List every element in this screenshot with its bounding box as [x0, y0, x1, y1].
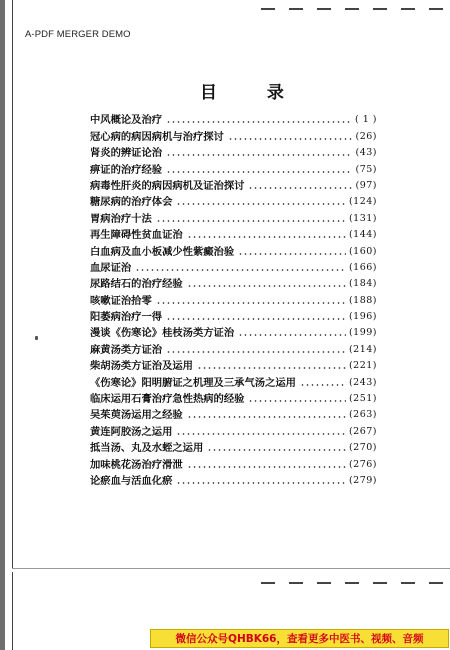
toc-entry[interactable] — [90, 208, 377, 224]
toc-entry[interactable] — [90, 225, 377, 241]
toc-entry-page: (144) — [348, 229, 377, 241]
table-of-contents — [90, 110, 377, 487]
toc-leader-dots — [238, 333, 346, 337]
toc-entry-page: (221) — [348, 360, 377, 372]
toc-leader-dots — [176, 481, 346, 485]
toc-leader-dots — [238, 252, 346, 256]
toc-entry-title: 临床运用石膏治疗急性热病的经验 — [90, 393, 245, 406]
toc-entry[interactable] — [90, 110, 377, 126]
promo-banner[interactable]: 微信公众号QHBK66，查看更多中医书、视频、音频 — [150, 629, 449, 648]
toc-entry-title: 痹证的治疗经验 — [90, 163, 163, 176]
page-gap — [12, 568, 450, 569]
toc-leader-dots — [187, 235, 346, 239]
toc-entry-page: (188) — [348, 294, 377, 306]
toc-leader-dots — [135, 268, 346, 272]
toc-entry-page: (75) — [355, 163, 377, 175]
toc-entry-page: (263) — [348, 409, 377, 421]
toc-entry-title: 抵当汤、丸及水蛭之运用 — [90, 442, 204, 455]
toc-entry-title: 加味桃花汤治疗滑泄 — [90, 458, 183, 471]
toc-leader-dots — [197, 366, 346, 370]
toc-entry-page: (131) — [348, 212, 377, 224]
toc-leader-dots — [166, 153, 352, 157]
toc-leader-dots — [166, 120, 352, 124]
toc-entry[interactable] — [90, 372, 377, 388]
toc-entry-page: (199) — [348, 327, 377, 339]
toc-leader-dots — [300, 383, 346, 387]
toc-entry[interactable] — [90, 176, 377, 192]
toc-entry-title: 阳萎病治疗一得 — [90, 311, 163, 324]
toc-entry-title: 论瘀血与活血化瘀 — [90, 474, 173, 487]
toc-leader-dots — [166, 170, 352, 174]
toc-entry-page: ( 1 ) — [355, 114, 377, 126]
toc-entry[interactable] — [90, 454, 377, 470]
toc-entry-title: 冠心病的病因病机与治疗探讨 — [90, 130, 224, 143]
toc-entry-page: (184) — [348, 278, 377, 290]
toc-entry-page: (196) — [348, 311, 377, 323]
toc-entry[interactable] — [90, 241, 377, 257]
toc-entry-title: 黄连阿胶汤之运用 — [90, 425, 173, 438]
toc-leader-dots — [228, 137, 353, 141]
toc-entry[interactable] — [90, 339, 377, 355]
toc-entry-page: (276) — [348, 458, 377, 470]
toc-entry-title: 糖尿病的治疗体会 — [90, 196, 173, 209]
toc-leader-dots — [207, 448, 346, 452]
toc-entry-page: (166) — [348, 261, 377, 273]
toc-entry[interactable] — [90, 323, 377, 339]
toc-entry-page: (26) — [355, 130, 377, 142]
toc-entry[interactable] — [90, 258, 377, 274]
toc-leader-dots — [166, 350, 346, 354]
toc-entry[interactable] — [90, 356, 377, 372]
toc-entry-page: (160) — [348, 245, 377, 257]
toc-entry-title: 《伤寒论》阳明腑证之机理及三承气汤之运用 — [90, 376, 296, 389]
toc-entry[interactable] — [90, 290, 377, 306]
toc-entry-page: (267) — [348, 425, 377, 437]
toc-leader-dots — [187, 415, 346, 419]
toc-entry-page: (279) — [348, 474, 377, 486]
toc-leader-dots — [166, 317, 346, 321]
toc-entry[interactable] — [90, 405, 377, 421]
toc-entry-title: 尿路结石的治疗经验 — [90, 278, 183, 291]
toc-entry-page: (97) — [355, 179, 377, 191]
toc-entry-page: (124) — [348, 196, 377, 208]
scan-speck — [35, 336, 38, 340]
toc-entry-page: (214) — [348, 343, 377, 355]
toc-leader-dots — [176, 432, 346, 436]
page-edge-dashes — [261, 8, 443, 10]
toc-entry[interactable] — [90, 192, 377, 208]
toc-leader-dots — [248, 399, 346, 403]
toc-entry[interactable] — [90, 389, 377, 405]
toc-entry-page: (243) — [348, 376, 377, 388]
toc-leader-dots — [248, 186, 352, 190]
toc-entry-title: 胃病治疗十法 — [90, 212, 152, 225]
toc-entry[interactable] — [90, 421, 377, 437]
toc-entry-page: (270) — [348, 442, 377, 454]
toc-entry[interactable] — [90, 274, 377, 290]
toc-entry[interactable] — [90, 143, 377, 159]
toc-entry-title: 漫谈《伤寒论》桂枝汤类方证治 — [90, 327, 235, 340]
toc-leader-dots — [176, 202, 346, 206]
toc-entry-page: (251) — [348, 393, 377, 405]
toc-entry[interactable] — [90, 438, 377, 454]
toc-entry-title: 麻黄汤类方证治 — [90, 343, 163, 356]
toc-leader-dots — [187, 284, 346, 288]
toc-entry-title: 病毒性肝炎的病因病机及证治探讨 — [90, 179, 245, 192]
toc-entry-title: 再生障碍性贫血证治 — [90, 229, 183, 242]
toc-entry[interactable] — [90, 307, 377, 323]
toc-entry[interactable] — [90, 126, 377, 142]
toc-entry-title: 柴胡汤类方证治及运用 — [90, 360, 193, 373]
toc-entry[interactable] — [90, 471, 377, 487]
toc-entry[interactable] — [90, 159, 377, 175]
page-edge-dashes-bottom — [261, 582, 443, 584]
toc-entry-title: 肾炎的辨证论治 — [90, 147, 163, 160]
toc-title: 目 录 — [200, 83, 306, 103]
toc-entry-page: (43) — [355, 147, 377, 159]
toc-entry-title: 白血病及血小板减少性紫癜治验 — [90, 245, 235, 258]
toc-leader-dots — [187, 465, 346, 469]
toc-entry-title: 血尿证治 — [90, 261, 132, 274]
viewer-left-border — [0, 0, 5, 650]
toc-entry-title: 咳嗽证治拾零 — [90, 294, 152, 307]
toc-entry-title: 中风概论及治疗 — [90, 114, 163, 127]
toc-entry-title: 吴茱萸汤运用之经验 — [90, 409, 183, 422]
toc-leader-dots — [156, 301, 346, 305]
toc-leader-dots — [156, 219, 346, 223]
watermark-text: A-PDF MERGER DEMO — [25, 29, 131, 40]
